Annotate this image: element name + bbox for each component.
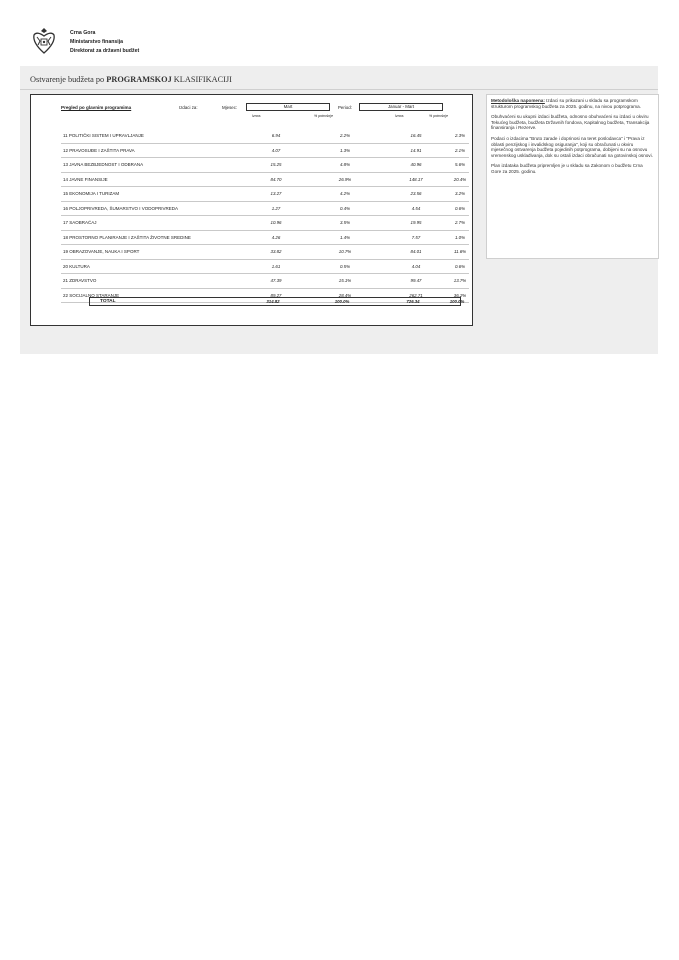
- row-period-pct: 2.7%: [454, 220, 465, 225]
- row-label: 19 OBRAZOVANJE, NAUKA I SPORT: [63, 249, 140, 254]
- total-row: [89, 297, 465, 306]
- header-ministry: Ministarstvo finansija: [70, 39, 124, 45]
- row-month-iznos: 89.27: [270, 292, 282, 298]
- row-period-iznos: 84.01: [410, 249, 422, 254]
- notes-p4: Plan izdataka budžeta pripremljen je u skladu sa Zakonom o budžetu Crna Gore za 2025. godinu.: [491, 163, 643, 174]
- row-label: 17 SAOBRAĆAJ: [63, 220, 97, 225]
- table-row: [61, 144, 469, 159]
- table-row: [61, 260, 469, 275]
- row-month-pct: 0.4%: [339, 205, 350, 211]
- period-select[interactable]: Januar - Mart: [359, 103, 443, 111]
- row-period-iznos: 7.57: [411, 234, 421, 240]
- row-label: 18 PROSTORNO PLANIRANJE I ZAŠTITA ŽIVOTNE SREDINE: [63, 234, 191, 240]
- row-period-pct: 36.2%: [453, 292, 467, 298]
- table-row: [61, 187, 469, 202]
- row-period-iznos: 16.45: [410, 133, 422, 138]
- table-row: [61, 129, 469, 144]
- row-month-iznos: 6.94: [271, 133, 281, 138]
- row-period-pct: 5.6%: [454, 162, 465, 167]
- row-month-iznos: 1.61: [271, 263, 281, 269]
- col-month-iznos: Iznos: [252, 114, 261, 118]
- row-period-iznos: 99.47: [410, 278, 422, 283]
- row-period-pct: 11.6%: [453, 249, 467, 254]
- row-month-iznos: 13.27: [270, 191, 282, 196]
- row-month-pct: 4.8%: [339, 162, 350, 167]
- col-period-iznos: Iznos: [395, 114, 404, 118]
- col-period-pct: % potrošnje: [429, 114, 448, 118]
- izdaci-label: Izdaci za:: [179, 105, 198, 110]
- row-period-iznos: 4.54: [411, 205, 421, 211]
- montenegro-coat-of-arms-icon: [30, 26, 58, 56]
- mjesec-label: Mjesec:: [222, 105, 238, 110]
- table-row: [61, 216, 469, 231]
- program-rows: [61, 129, 469, 303]
- methodology-notes: [486, 94, 659, 259]
- row-period-iznos: 4.04: [411, 263, 421, 269]
- mjesec-select[interactable]: Mart: [246, 103, 330, 111]
- row-month-iznos: 4.07: [271, 147, 281, 153]
- row-period-pct: 0.6%: [454, 205, 465, 211]
- header-directorate: Direktorat za državni budžet: [70, 48, 140, 54]
- row-period-pct: 2.3%: [454, 133, 465, 138]
- total-month-pct: 100.0%: [334, 299, 350, 304]
- row-month-pct: 1.3%: [339, 147, 350, 153]
- row-period-pct: 20.4%: [453, 176, 467, 182]
- row-label: 22 SOCIJALNO STARANJE: [63, 292, 120, 298]
- total-label: TOTAL: [100, 299, 116, 304]
- row-month-pct: 4.2%: [339, 191, 350, 196]
- row-month-iznos: 4.26: [271, 234, 281, 240]
- table-row: [61, 173, 469, 188]
- page-title: Ostvarenje budžeta po PROGRAMSKOJ KLASIFIKACIJI: [30, 75, 232, 84]
- content-panel: [20, 66, 658, 354]
- title-divider: [20, 89, 658, 90]
- header-country: Crna Gora: [70, 30, 96, 36]
- total-month-iznos: 314.82: [266, 299, 280, 304]
- row-label: 16 POLJOPRIVREDA, ŠUMARSTVO I VODOPRIVREDA: [63, 205, 179, 211]
- budget-report-table: [30, 94, 473, 326]
- row-period-pct: 2.1%: [454, 147, 465, 153]
- row-period-iznos: 148.17: [409, 176, 423, 182]
- row-period-iznos: 19.95: [410, 220, 422, 225]
- table-row: [61, 231, 469, 246]
- row-month-iznos: 15.25: [270, 162, 282, 167]
- row-period-iznos: 40.96: [410, 162, 422, 167]
- row-label: 15 EKONOMIJA I TURIZAM: [63, 191, 120, 196]
- row-period-pct: 1.0%: [454, 234, 465, 240]
- row-month-pct: 28.4%: [338, 292, 352, 298]
- total-period-iznos: 726.34: [406, 299, 420, 304]
- row-month-pct: 3.5%: [339, 220, 350, 225]
- row-month-iznos: 10.96: [270, 220, 282, 225]
- row-month-iznos: 84.70: [270, 176, 282, 182]
- table-row: [61, 158, 469, 173]
- row-month-iznos: 33.82: [270, 249, 282, 254]
- table-row: [61, 245, 469, 260]
- row-period-iznos: 23.56: [410, 191, 422, 196]
- row-period-iznos: 14.91: [410, 147, 422, 153]
- row-period-pct: 3.2%: [454, 191, 465, 196]
- row-month-pct: 15.1%: [338, 278, 352, 283]
- row-label: 21 ZDRAVSTVO: [63, 278, 97, 283]
- row-period-pct: 0.6%: [454, 263, 465, 269]
- report-heading: Pregled po glavnim programima: [61, 105, 132, 110]
- col-month-pct: % potrošnje: [314, 114, 333, 118]
- notes-p1: Izdaci su prikazani u skladu sa programskom strukturom programskog budžeta za 2025. godinu, na nivou potprograma.: [491, 98, 641, 109]
- row-month-pct: 10.7%: [338, 249, 352, 254]
- row-label: 13 JAVNA BEZBJEDNOST I ODBRANA: [63, 162, 144, 167]
- row-label: 14 JAVNE FINANSIJE: [63, 176, 108, 182]
- row-month-iznos: 1.27: [271, 205, 281, 211]
- row-month-pct: 1.4%: [339, 234, 350, 240]
- total-period-pct: 100.0%: [449, 299, 465, 304]
- row-month-pct: 0.5%: [339, 263, 350, 269]
- notes-p3: Podaci o izdacima "Bruto zarade i doprinosi na teret poslodavca" i "Prava iz oblasti penzijskog i invalidskog osiguranja", koji su obračunati u okviru mjesečnog ostvarenja budžeta pojedinih potprograma, dobijeni su na osnovu vremenskog usklađivanja, dok su ostali izdaci obračunati na gotovinskoj osnovi.: [491, 135, 653, 158]
- table-row: [61, 274, 469, 289]
- notes-title: Metodološka napomena:: [491, 98, 545, 103]
- row-label: 20 KULTURA: [63, 263, 90, 269]
- table-row: [61, 202, 469, 217]
- row-month-pct: 26.9%: [338, 176, 352, 182]
- period-label: Period:: [338, 105, 352, 110]
- row-label: 12 PRAVOSUĐE I ZAŠTITA PRAVA: [63, 147, 135, 153]
- row-label: 11 POLITIČKI SISTEM I UPRAVLJANJE: [63, 133, 144, 138]
- row-period-pct: 13.7%: [453, 278, 467, 283]
- row-month-iznos: 47.39: [270, 278, 282, 283]
- row-month-pct: 2.2%: [339, 133, 350, 138]
- notes-p2: Obuhvaćeni su ukupni izdaci budžeta, odnosno obuhvaćeni su izdaci u okviru Tekućeg budžeta, budžeta Državnih fondova, Kapitalnog budžeta, Transakcija finansiranja i Rezerve.: [491, 114, 650, 131]
- row-period-iznos: 262.71: [409, 292, 423, 298]
